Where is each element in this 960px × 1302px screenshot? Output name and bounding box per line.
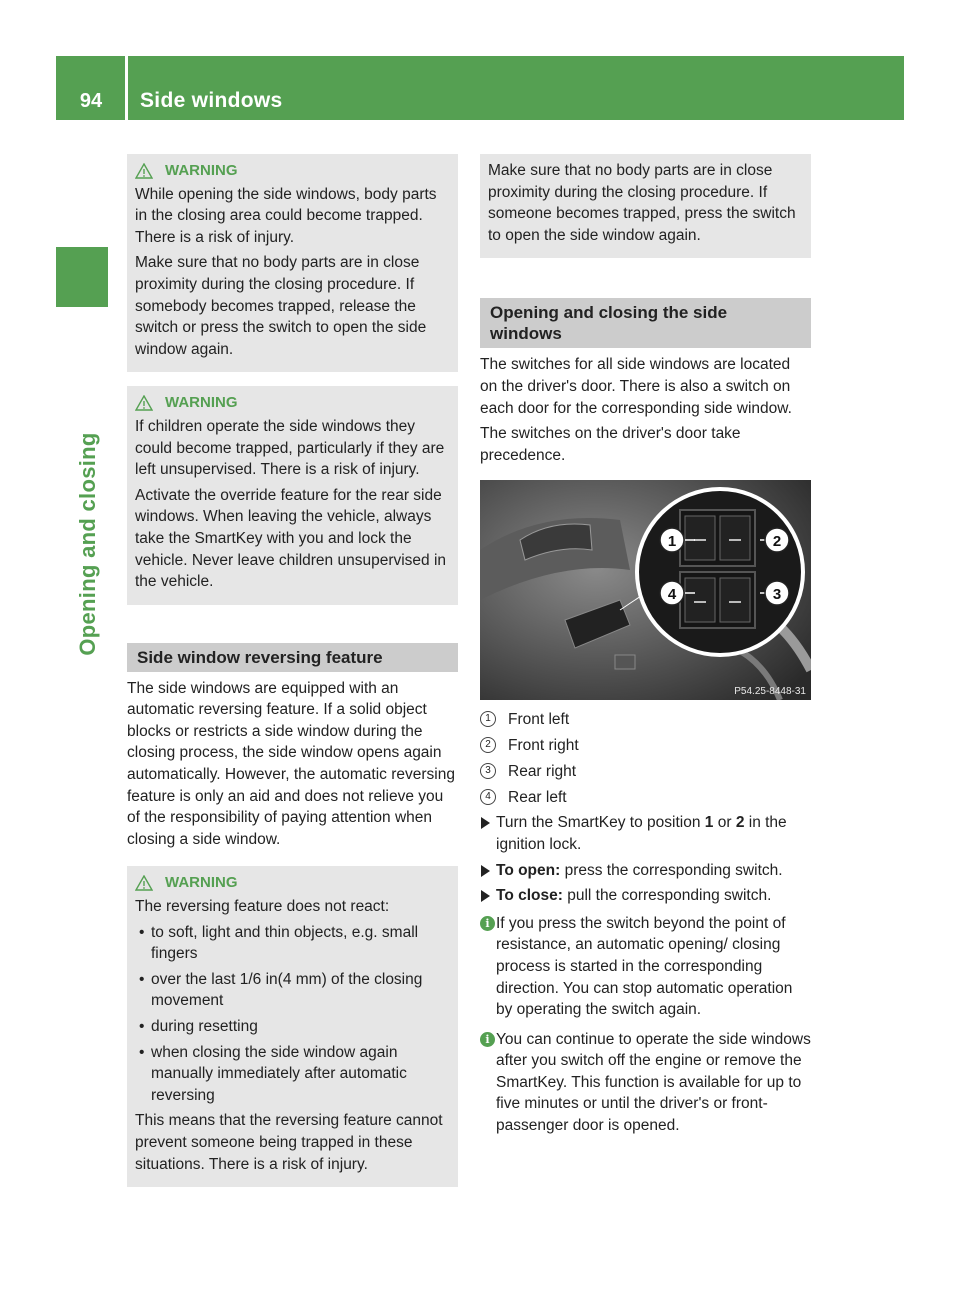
warning-text: While opening the side windows, body parts in the closing area could become trapped. There is a risk of injury. bbox=[135, 185, 437, 246]
door-switch-illustration bbox=[480, 480, 811, 700]
section-heading-reversing: Side window reversing feature bbox=[127, 643, 458, 672]
info-note bbox=[480, 913, 811, 1021]
step-text: or bbox=[713, 814, 736, 832]
body-paragraph: The switches on the driver's door take precedence. bbox=[480, 425, 741, 464]
warning-label: WARNING bbox=[165, 394, 238, 412]
instruction-step bbox=[480, 860, 811, 882]
legend-number: 4 bbox=[480, 789, 496, 805]
legend-item bbox=[480, 784, 811, 810]
legend-text: Front right bbox=[508, 736, 579, 754]
warning-header bbox=[135, 392, 450, 414]
warning-box-3 bbox=[127, 866, 458, 1187]
warning-triangle-icon bbox=[135, 395, 153, 411]
warning-text: This means that the reversing feature cannot prevent someone being trapped in these situations. There is a risk of injury. bbox=[135, 1112, 443, 1173]
legend-item bbox=[480, 758, 811, 784]
callout-1: 1 bbox=[667, 533, 677, 551]
info-icon: i bbox=[480, 916, 495, 931]
step-text: in the ignition lock. bbox=[496, 814, 787, 853]
body-paragraph: The switches for all side windows are located on the driver's door. There is also a switch on each door for the corresponding side window. bbox=[480, 356, 792, 417]
position-number: 2 bbox=[735, 814, 745, 832]
step-text: press the corresponding switch. bbox=[560, 861, 783, 879]
left-column bbox=[127, 154, 458, 1201]
instruction-step bbox=[480, 812, 811, 855]
warning-header bbox=[135, 872, 450, 894]
warning-text: If children operate the side windows they could become trapped, particularly if they are left unsupervised. There is a risk of injury. bbox=[135, 417, 445, 479]
warning-triangle-icon bbox=[135, 163, 153, 179]
legend-number: 2 bbox=[480, 737, 496, 753]
section-heading-opening-closing: Opening and closing the side windows bbox=[480, 298, 811, 348]
step-text: Turn the SmartKey to position bbox=[496, 814, 705, 832]
warning-text: Make sure that no body parts are in close proximity during the closing procedure. If somebody becomes trapped, release the switch or press the switch to open the side window again. bbox=[135, 254, 427, 358]
legend-number: 1 bbox=[480, 711, 496, 727]
callout-2: 2 bbox=[772, 533, 782, 551]
legend-text: Front left bbox=[508, 710, 570, 728]
warning-continuation-box bbox=[480, 154, 811, 258]
warning-text: Activate the override feature for the rear side windows. When leaving the vehicle, always take the SmartKey with you and lock the vehicle. Never leave children unsupervised in the vehicle. bbox=[135, 486, 447, 591]
info-text: If you press the switch beyond the point of resistance, an automatic opening/ closing process is started in the corresponding direction. You can stop automatic operation by operating the switch again. bbox=[496, 914, 793, 1019]
warning-header bbox=[135, 160, 450, 182]
side-tab bbox=[56, 247, 108, 307]
warning-triangle-icon bbox=[135, 875, 153, 891]
legend-text: Rear right bbox=[508, 762, 577, 780]
chapter-label: Opening and closing bbox=[75, 432, 100, 656]
info-icon: i bbox=[480, 1032, 495, 1047]
step-label: To close: bbox=[496, 887, 563, 905]
warning-label: WARNING bbox=[165, 162, 238, 179]
position-number: 1 bbox=[704, 814, 714, 832]
instruction-step bbox=[480, 885, 811, 907]
warning-text: Make sure that no body parts are in close proximity during the closing procedure. If someone becomes trapped, press the switch to open the side window again. bbox=[488, 162, 796, 244]
list-item: • to soft, light and thin objects, e.g. small fingers bbox=[135, 922, 450, 965]
info-note bbox=[480, 1029, 811, 1137]
list-item: • during resetting bbox=[135, 1016, 450, 1038]
section-title: Side windows bbox=[140, 89, 283, 112]
list-item: • over the last 1/6 in(4 mm) of the closing movement bbox=[135, 969, 450, 1012]
figure-code: P54.25-8448-31 bbox=[734, 686, 806, 698]
callout-4: 4 bbox=[667, 586, 677, 604]
legend-number: 3 bbox=[480, 763, 496, 779]
info-text: You can continue to operate the side windows after you switch off the engine or remove the SmartKey. This function is available for up to five minutes or until the driver's or front-passenger door is opened. bbox=[496, 1030, 811, 1135]
step-text: pull the corresponding switch. bbox=[562, 887, 772, 905]
warning-label: WARNING bbox=[165, 874, 238, 892]
right-column bbox=[480, 154, 811, 1145]
legend-text: Rear left bbox=[508, 788, 567, 806]
door-switch-figure bbox=[480, 480, 811, 700]
warning-bullet-list bbox=[135, 922, 450, 1107]
callout-legend bbox=[480, 706, 811, 810]
warning-box-2 bbox=[127, 386, 458, 604]
page-number: 94 bbox=[79, 90, 103, 112]
legend-item bbox=[480, 732, 811, 758]
reversing-description: The side windows are equipped with an automatic reversing feature. If a solid object blocks or restricts a side window during the closing process, the side window opens again automatically. However, the automatic reversing feature is only an aid and does not relieve you of the responsibility of paying attention when closing a side window. bbox=[127, 679, 455, 848]
step-label: To open: bbox=[496, 861, 561, 879]
list-item: • when closing the side window again manually immediately after automatic reversing bbox=[135, 1042, 450, 1107]
legend-item bbox=[480, 706, 811, 732]
warning-box-1 bbox=[127, 154, 458, 372]
callout-3: 3 bbox=[772, 586, 782, 604]
warning-text: The reversing feature does not react: bbox=[135, 898, 390, 916]
